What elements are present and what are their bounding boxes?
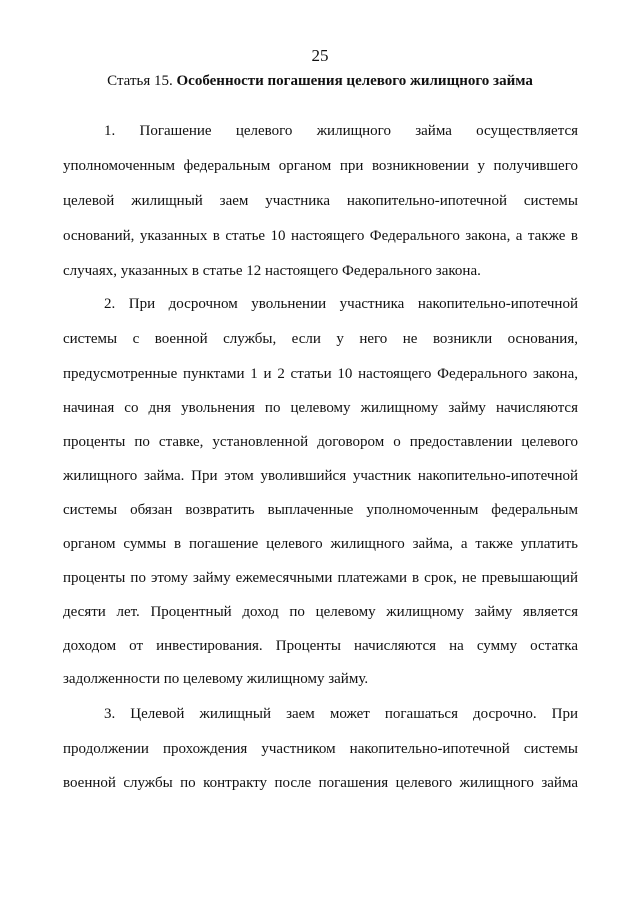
text-line: оснований, указанных в статье 10 настоящего Федерального закона, а также в [63,228,578,244]
text-line: органом суммы в погашение целевого жилищного займа, а также уплатить [63,536,578,552]
text-line: проценты по этому займу ежемесячными платежами в срок, не превышающий [63,570,578,586]
text-line: 1. Погашение целевого жилищного займа осуществляется [104,123,578,139]
text-line: жилищного займа. При этом уволившийся участник накопительно-ипотечной [63,468,578,484]
text-line: 3. Целевой жилищный заем может погашаться досрочно. При [104,706,578,722]
article-heading [60,73,580,90]
page-number: 25 [311,46,329,65]
text-line: случаях, указанных в статье 12 настоящего Федерального закона. [63,263,481,279]
text-line: задолженности по целевому жилищному займу. [63,671,369,687]
text-line: начиная со дня увольнения по целевому жилищному займу начисляются [63,400,578,416]
text-line: проценты по ставке, установленной договором о предоставлении целевого [63,434,578,450]
text-line: предусмотренные пунктами 1 и 2 статьи 10 настоящего Федерального закона, [63,366,578,382]
text-line: доходом от инвестирования. Проценты начисляются на сумму остатка [63,638,578,654]
article-prefix: Статья 15. [107,73,173,89]
text-line: целевой жилищный заем участника накопительно-ипотечной системы [63,193,578,209]
text-line: продолжении прохождения участником накопительно-ипотечной системы [63,741,578,757]
text-line: системы обязан возвратить выплаченные уполномоченным федеральным [63,502,578,518]
text-line: 2. При досрочном увольнении участника накопительно-ипотечной [104,296,578,312]
text-line: системы с военной службы, если у него не возникли основания, [63,331,578,347]
text-line: уполномоченным федеральным органом при возникновении у получившего [63,158,578,174]
text-line: десяти лет. Процентный доход по целевому жилищному займу является [63,604,578,620]
article-title: Особенности погашения целевого жилищного займа [176,73,533,89]
text-line: военной службы по контракту после погашения целевого жилищного займа [63,775,578,791]
